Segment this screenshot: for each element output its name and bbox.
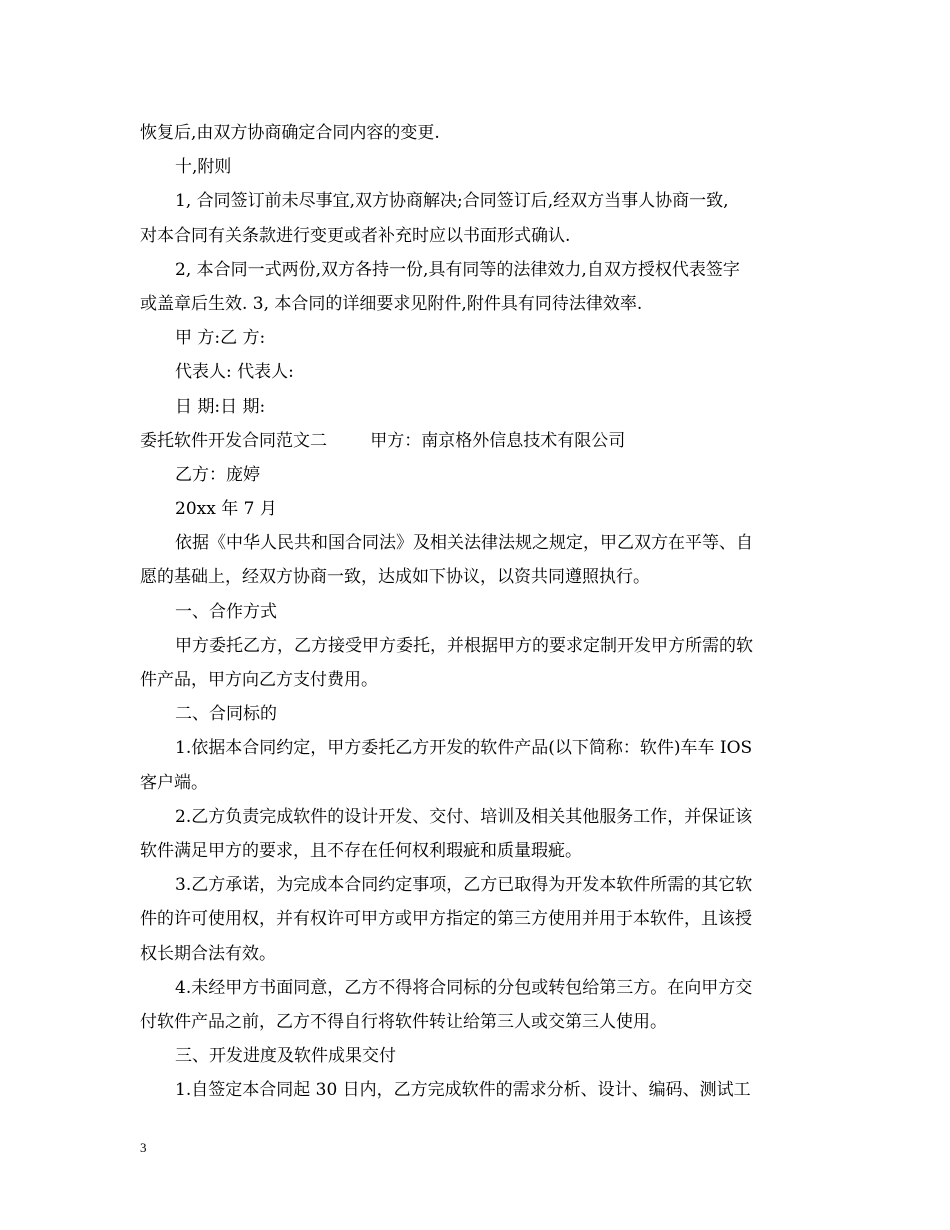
text-line: 4.未经甲方书面同意，乙方不得将合同标的分包或转包给第三方。在向甲方交 — [175, 977, 753, 998]
text-line: 2, 本合同一式两份,双方各持一份,具有同等的法律效力,自双方授权代表签字 — [175, 259, 740, 280]
text-line: 对本合同有关条款进行变更或者补充时应以书面形式确认. — [140, 225, 571, 246]
text-line: 依据《中华人民共和国合同法》及相关法律法规之规定，甲乙双方在平等、自 — [175, 533, 753, 554]
contract-title-line: 委托软件开发合同范文二 甲方：南京格外信息技术有限公司 — [140, 430, 626, 451]
signature-representative-line: 代表人: 代表人: — [175, 362, 294, 383]
signature-date-line: 日 期:日 期: — [175, 396, 266, 417]
contract-date-line: 20xx 年 7 月 — [175, 499, 277, 520]
text-line: 软件满足甲方的要求，且不存在任何权利瑕疵和质量瑕疵。 — [140, 840, 582, 861]
text-line: 1.自签定本合同起 30 日内，乙方完成软件的需求分析、设计、编码、测试工 — [175, 1080, 751, 1101]
text-line: 恢复后,由双方协商确定合同内容的变更. — [140, 123, 440, 143]
section-heading: 二、合同标的 — [175, 704, 277, 725]
section-heading: 十,附则 — [175, 157, 232, 178]
document-body — [140, 116, 812, 1107]
page-number: 3 — [140, 1140, 147, 1155]
text-line: 权长期合法有效。 — [140, 943, 276, 964]
text-line: 或盖章后生效. 3, 本合同的详细要求见附件,附件具有同待法律效率. — [140, 293, 643, 314]
section-heading: 一、合作方式 — [175, 601, 277, 622]
text-line: 付软件产品之前，乙方不得自行将软件转让给第三人或交第三人使用。 — [140, 1011, 667, 1032]
text-line: 3.乙方承诺，为完成本合同约定事项，乙方已取得为开发本软件所需的其它软 — [175, 875, 753, 896]
text-line: 件的许可使用权，并有权许可甲方或甲方指定的第三方使用并用于本软件，且该授 — [140, 909, 752, 930]
text-line: 1.依据本合同约定，甲方委托乙方开发的软件产品(以下简称：软件)车车 IOS — [175, 738, 753, 759]
text-line: 件产品，甲方向乙方支付费用。 — [140, 670, 378, 690]
text-line: 2.乙方负责完成软件的设计开发、交付、培训及相关其他服务工作，并保证该 — [175, 806, 753, 827]
text-line: 甲方委托乙方，乙方接受甲方委托，并根据甲方的要求定制开发甲方所需的软 — [175, 635, 753, 656]
signature-party-line: 甲 方:乙 方: — [175, 328, 266, 349]
text-line: 1, 合同签订前未尽事宜,双方协商解决;合同签订后,经双方当事人协商一致, — [175, 191, 729, 212]
text-line: 愿的基础上，经双方协商一致，达成如下协议，以资共同遵照执行。 — [140, 567, 650, 588]
text-line: 客户端。 — [140, 772, 208, 793]
party-b-line: 乙方：庞婷 — [175, 464, 260, 485]
section-heading: 三、开发进度及软件成果交付 — [175, 1046, 396, 1067]
